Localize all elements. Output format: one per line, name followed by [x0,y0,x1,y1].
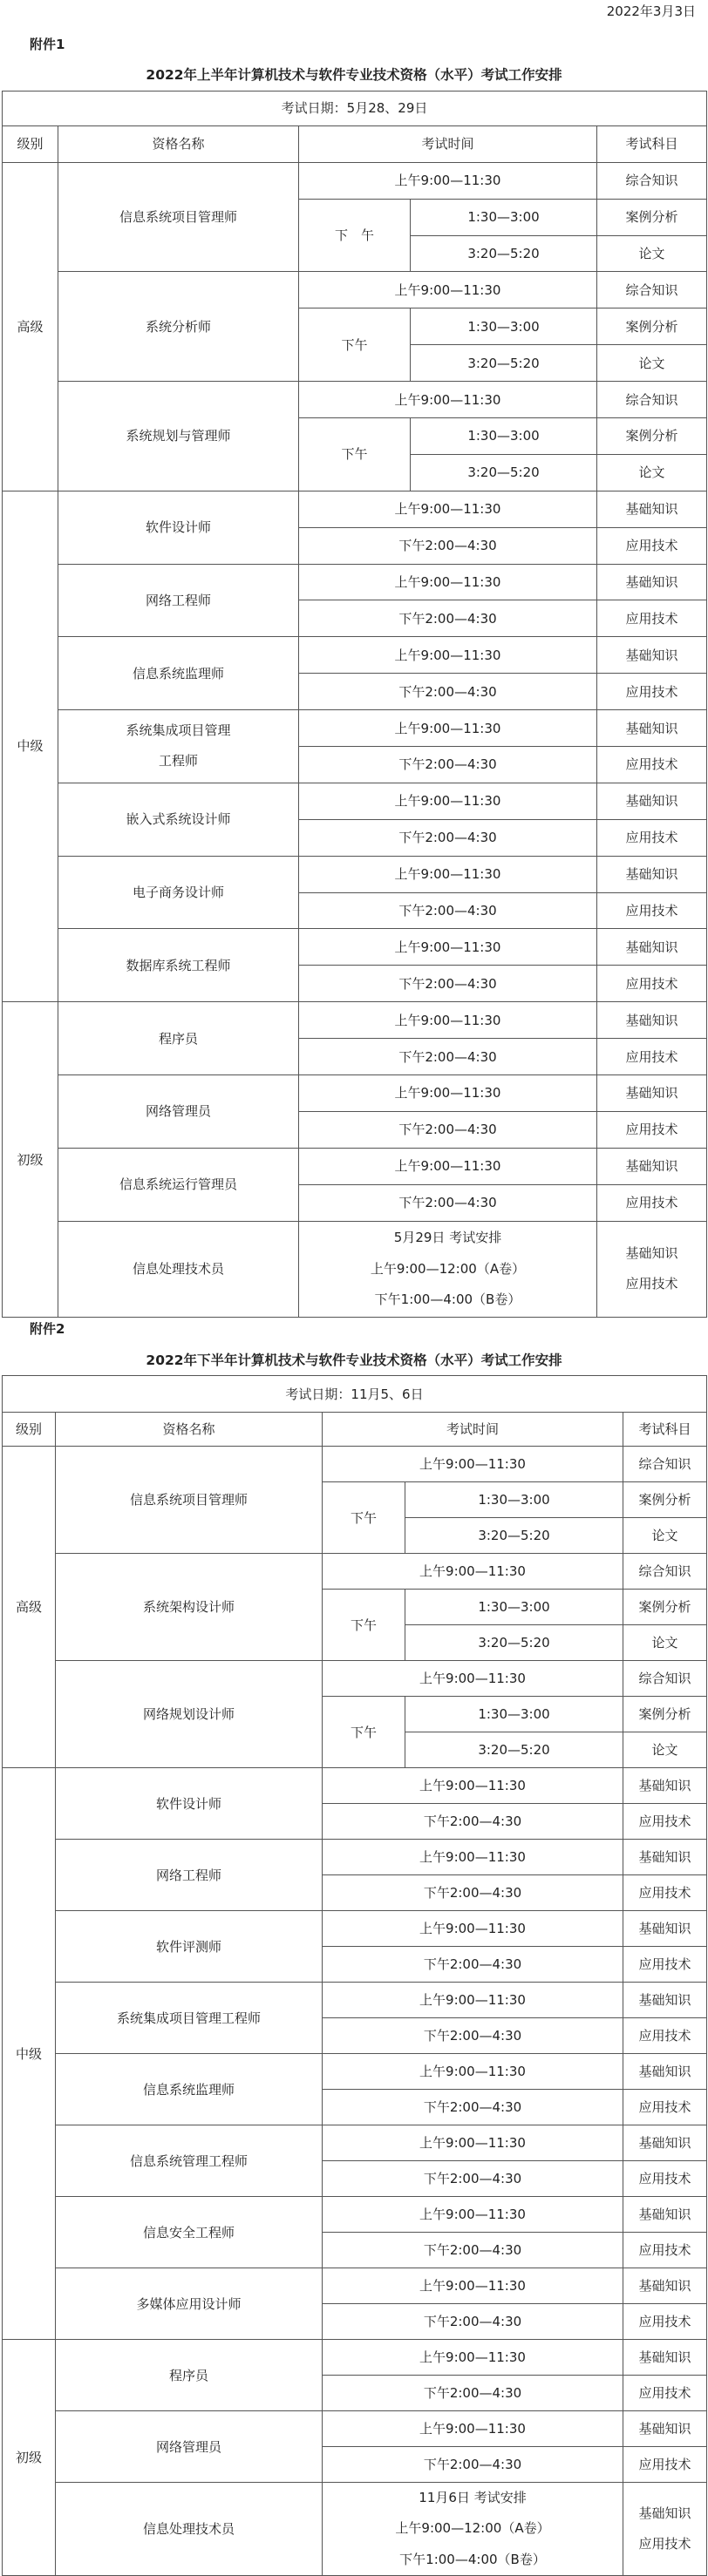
subject-cell: 论文 [597,235,707,272]
time-cell: 下午2:00—4:30 [323,2304,623,2340]
qualification-name: 网络工程师 [56,1840,323,1911]
table-row [3,2268,707,2304]
subject-line: 应用技术 [638,2536,691,2552]
qualification-name: 信息系统监理师 [56,2054,323,2125]
afternoon-label: 下 午 [299,199,411,272]
time-cell: 上午9:00—11:30 [323,1447,623,1482]
time-cell: 上午9:00—11:30 [299,382,597,418]
subject-cell: 应用技术 [597,1184,707,1221]
subject-cell: 应用技术 [623,2447,707,2483]
afternoon-label: 下午 [323,1590,405,1661]
time-cell: 3:20—5:20 [405,1625,623,1661]
exam-date: 考试日期：5月28、29日 [3,92,707,126]
time-cell: 下午2:00—4:30 [323,2233,623,2268]
subject-cell: 案例分析 [597,199,707,235]
subject-cell: 论文 [623,1625,707,1661]
time-cell: 下午2:00—4:30 [299,1184,597,1221]
header-subject: 考试科目 [623,1413,707,1447]
table-row [3,2125,707,2161]
time-cell: 上午9:00—11:30 [299,710,597,747]
table-row [3,637,707,674]
table-row [3,382,707,418]
table-row [3,1221,707,1317]
level-cell: 初级 [3,2340,56,2576]
table-row [3,1983,707,2018]
table-row [3,1661,707,1697]
subject-cell: 应用技术 [597,1039,707,1075]
time-cell: 下午2:00—4:30 [299,1111,597,1148]
header-name: 资格名称 [56,1413,323,1447]
qualification-name: 电子商务设计师 [58,856,299,929]
subject-cell: 应用技术 [623,2018,707,2054]
qualification-name: 网络管理员 [58,1075,299,1149]
subject-cell: 基础知识 [623,1911,707,1947]
subject-cell: 应用技术 [597,1111,707,1148]
subject-cell: 应用技术 [623,1804,707,1840]
subject-line: 基础知识 [625,1245,678,1262]
subject-cell: 基础知识 [623,2340,707,2376]
subject-cell: 应用技术 [597,527,707,564]
qualification-name: 网络管理员 [56,2411,323,2483]
level-cell: 中级 [3,491,58,1001]
time-cell: 上午9:00—11:30 [299,1148,597,1184]
subject-line: 基础知识 [638,2505,691,2521]
time-cell: 上午9:00—11:30 [323,1840,623,1875]
table-row [3,856,707,892]
time-cell: 下午2:00—4:30 [299,527,597,564]
qualification-name: 信息处理技术员 [56,2483,323,2576]
time-cell: 下午2:00—4:30 [323,2376,623,2411]
time-cell: 上午9:00—11:30 [323,2340,623,2376]
subject-cell: 应用技术 [597,746,707,783]
header-name: 资格名称 [58,125,299,162]
subject-cell: 应用技术 [597,819,707,856]
annex-2-label: 附件2 [30,1321,65,1337]
table-row [3,2411,707,2447]
time-cell: 下午2:00—4:30 [323,1875,623,1911]
header-row [3,125,707,162]
special-time-cell [299,1221,597,1317]
qualification-name: 系统集成项目管理工程师 [56,1983,323,2054]
time-cell: 下午2:00—4:30 [323,1947,623,1983]
subject-cell: 基础知识 [623,2125,707,2161]
subject-cell: 应用技术 [623,2304,707,2340]
qualification-name: 软件设计师 [58,491,299,564]
time-cell: 上午9:00—11:30 [323,2197,623,2233]
level-cell: 高级 [3,162,58,491]
time-cell: 1:30—3:00 [405,1590,623,1625]
qualification-name: 信息安全工程师 [56,2197,323,2268]
time-cell: 下午2:00—4:30 [323,2161,623,2197]
subject-cell: 案例分析 [623,1590,707,1625]
table-row [3,162,707,199]
time-cell: 上午9:00—11:30 [299,564,597,600]
name-line: 系统集成项目管理 [126,722,231,739]
special-line: 下午1:00—4:00（B卷） [374,1291,521,1307]
subject-cell: 基础知识 [597,1148,707,1184]
time-cell: 上午9:00—11:30 [323,2268,623,2304]
subject-cell: 基础知识 [597,929,707,966]
qualification-name: 系统架构设计师 [56,1554,323,1661]
time-cell: 1:30—3:00 [411,199,597,235]
subject-cell: 基础知识 [597,1075,707,1112]
table-row [3,1148,707,1184]
subject-cell: 综合知识 [623,1554,707,1590]
exam-date-row [3,92,707,126]
subject-cell: 综合知识 [623,1447,707,1482]
qualification-name: 信息系统项目管理师 [56,1447,323,1554]
subject-cell-multiline [623,2483,707,2576]
table-row [3,491,707,527]
subject-cell: 基础知识 [597,1002,707,1039]
afternoon-label: 下午 [299,417,411,491]
time-cell: 1:30—3:00 [405,1697,623,1732]
annex-1-title: 2022年上半年计算机技术与软件专业技术资格（水平）考试工作安排 [146,67,562,83]
exam-date-row [3,1376,707,1413]
subject-cell: 应用技术 [623,1875,707,1911]
subject-cell: 论文 [597,454,707,491]
subject-cell-multiline [597,1221,707,1317]
subject-cell: 综合知识 [597,272,707,308]
table-row [3,1075,707,1112]
subject-cell: 应用技术 [623,2376,707,2411]
name-line: 工程师 [158,753,198,769]
time-cell: 下午2:00—4:30 [299,892,597,929]
table-row [3,783,707,819]
time-cell: 上午9:00—11:30 [299,491,597,527]
subject-cell: 基础知识 [597,637,707,674]
afternoon-label: 下午 [323,1482,405,1554]
level-cell: 初级 [3,1002,58,1318]
level-cell: 高级 [3,1447,56,1768]
qualification-name: 系统分析师 [58,272,299,382]
time-cell: 下午2:00—4:30 [323,2018,623,2054]
subject-cell: 应用技术 [623,1947,707,1983]
time-cell: 3:20—5:20 [405,1732,623,1768]
qualification-name: 信息系统管理工程师 [56,2125,323,2197]
time-cell: 下午2:00—4:30 [299,819,597,856]
time-cell: 上午9:00—11:30 [323,2054,623,2090]
header-level: 级别 [3,1413,56,1447]
table-row [3,1911,707,1947]
time-cell: 上午9:00—11:30 [299,783,597,819]
table-row [3,2054,707,2090]
afternoon-label: 下午 [299,308,411,382]
time-cell: 上午9:00—11:30 [299,272,597,308]
subject-cell: 基础知识 [597,710,707,747]
subject-cell: 论文 [623,1732,707,1768]
subject-cell: 应用技术 [623,2233,707,2268]
header-row [3,1413,707,1447]
time-cell: 1:30—3:00 [411,308,597,345]
subject-cell: 应用技术 [623,2090,707,2125]
qualification-name: 网络工程师 [58,564,299,637]
table-row [3,564,707,600]
subject-cell: 基础知识 [623,2054,707,2090]
qualification-name: 信息处理技术员 [58,1221,299,1317]
time-cell: 上午9:00—11:30 [323,1911,623,1947]
header-time: 考试时间 [323,1413,623,1447]
subject-cell: 基础知识 [597,856,707,892]
subject-cell: 基础知识 [597,564,707,600]
header-level: 级别 [3,125,58,162]
time-cell: 下午2:00—4:30 [323,2447,623,2483]
time-cell: 1:30—3:00 [405,1482,623,1518]
time-cell: 上午9:00—11:30 [299,1002,597,1039]
qualification-name: 程序员 [58,1002,299,1075]
header-time: 考试时间 [299,125,597,162]
subject-cell: 案例分析 [597,417,707,454]
subject-cell: 应用技术 [597,600,707,637]
subject-cell: 论文 [623,1518,707,1554]
time-cell: 上午9:00—11:30 [323,1983,623,2018]
qualification-name: 程序员 [56,2340,323,2411]
qualification-name: 信息系统运行管理员 [58,1148,299,1221]
subject-cell: 综合知识 [597,382,707,418]
qualification-name: 嵌入式系统设计师 [58,783,299,856]
time-cell: 上午9:00—11:30 [299,637,597,674]
table-row [3,1840,707,1875]
subject-cell: 案例分析 [623,1482,707,1518]
time-cell: 上午9:00—11:30 [323,1554,623,1590]
subject-cell: 应用技术 [597,966,707,1002]
time-cell: 上午9:00—11:30 [299,1075,597,1112]
qualification-name: 信息系统监理师 [58,637,299,710]
table-row [3,2340,707,2376]
table-row [3,272,707,308]
time-cell: 上午9:00—11:30 [299,162,597,199]
qualification-name: 网络规划设计师 [56,1661,323,1768]
time-cell: 3:20—5:20 [411,345,597,382]
special-line: 上午9:00—12:00（A卷） [370,1260,526,1277]
table-row [3,2197,707,2233]
time-cell: 上午9:00—11:30 [299,856,597,892]
special-line: 上午9:00—12:00（A卷） [395,2520,550,2537]
time-cell: 3:20—5:20 [411,235,597,272]
subject-cell: 应用技术 [597,892,707,929]
level-cell: 中级 [3,1768,56,2340]
qualification-name: 多媒体应用设计师 [56,2268,323,2340]
subject-cell: 基础知识 [597,783,707,819]
subject-cell: 基础知识 [597,491,707,527]
table-row [3,1002,707,1039]
time-cell: 3:20—5:20 [405,1518,623,1554]
time-cell: 下午2:00—4:30 [323,2090,623,2125]
subject-cell: 案例分析 [623,1697,707,1732]
qualification-name: 软件评测师 [56,1911,323,1983]
time-cell: 下午2:00—4:30 [299,1039,597,1075]
time-cell: 下午2:00—4:30 [323,1804,623,1840]
exam-date: 考试日期：11月5、6日 [3,1376,707,1413]
table-row [3,929,707,966]
schedule-table-1 [2,91,707,1318]
subject-cell: 论文 [597,345,707,382]
time-cell: 3:20—5:20 [411,454,597,491]
header-subject: 考试科目 [597,125,707,162]
time-cell: 上午9:00—11:30 [323,2411,623,2447]
annex-1-label: 附件1 [30,37,65,52]
time-cell: 上午9:00—11:30 [323,1661,623,1697]
qualification-name-multiline [58,710,299,783]
table-row [3,2483,707,2576]
table-row [3,710,707,747]
qualification-name: 数据库系统工程师 [58,929,299,1002]
publish-date: 2022年3月3日 [606,3,696,19]
qualification-name: 软件设计师 [56,1768,323,1840]
time-cell: 上午9:00—11:30 [299,929,597,966]
time-cell: 1:30—3:00 [411,417,597,454]
subject-cell: 基础知识 [623,1983,707,2018]
afternoon-label: 下午 [323,1697,405,1768]
time-cell: 下午2:00—4:30 [299,674,597,710]
qualification-name: 系统规划与管理师 [58,382,299,491]
subject-cell: 综合知识 [623,1661,707,1697]
time-cell: 上午9:00—11:30 [323,1768,623,1804]
subject-cell: 应用技术 [623,2161,707,2197]
subject-cell: 综合知识 [597,162,707,199]
subject-cell: 应用技术 [597,674,707,710]
special-time-cell [323,2483,623,2576]
table-row [3,1554,707,1590]
time-cell: 上午9:00—11:30 [323,2125,623,2161]
special-line: 11月6日 考试安排 [419,2490,527,2506]
time-cell: 下午2:00—4:30 [299,966,597,1002]
subject-cell: 案例分析 [597,308,707,345]
subject-line: 应用技术 [625,1276,678,1292]
special-line: 下午1:00—4:00（B卷） [399,2551,546,2567]
subject-cell: 基础知识 [623,2268,707,2304]
time-cell: 下午2:00—4:30 [299,600,597,637]
time-cell: 下午2:00—4:30 [299,746,597,783]
subject-cell: 基础知识 [623,1768,707,1804]
subject-cell: 基础知识 [623,2411,707,2447]
annex-2-title: 2022年下半年计算机技术与软件专业技术资格（水平）考试工作安排 [146,1352,562,1368]
subject-cell: 基础知识 [623,1840,707,1875]
schedule-table-2 [2,1375,707,2576]
special-line: 5月29日 考试安排 [393,1230,502,1246]
subject-cell: 基础知识 [623,2197,707,2233]
table-row [3,1768,707,1804]
qualification-name: 信息系统项目管理师 [58,162,299,272]
table-row [3,1447,707,1482]
